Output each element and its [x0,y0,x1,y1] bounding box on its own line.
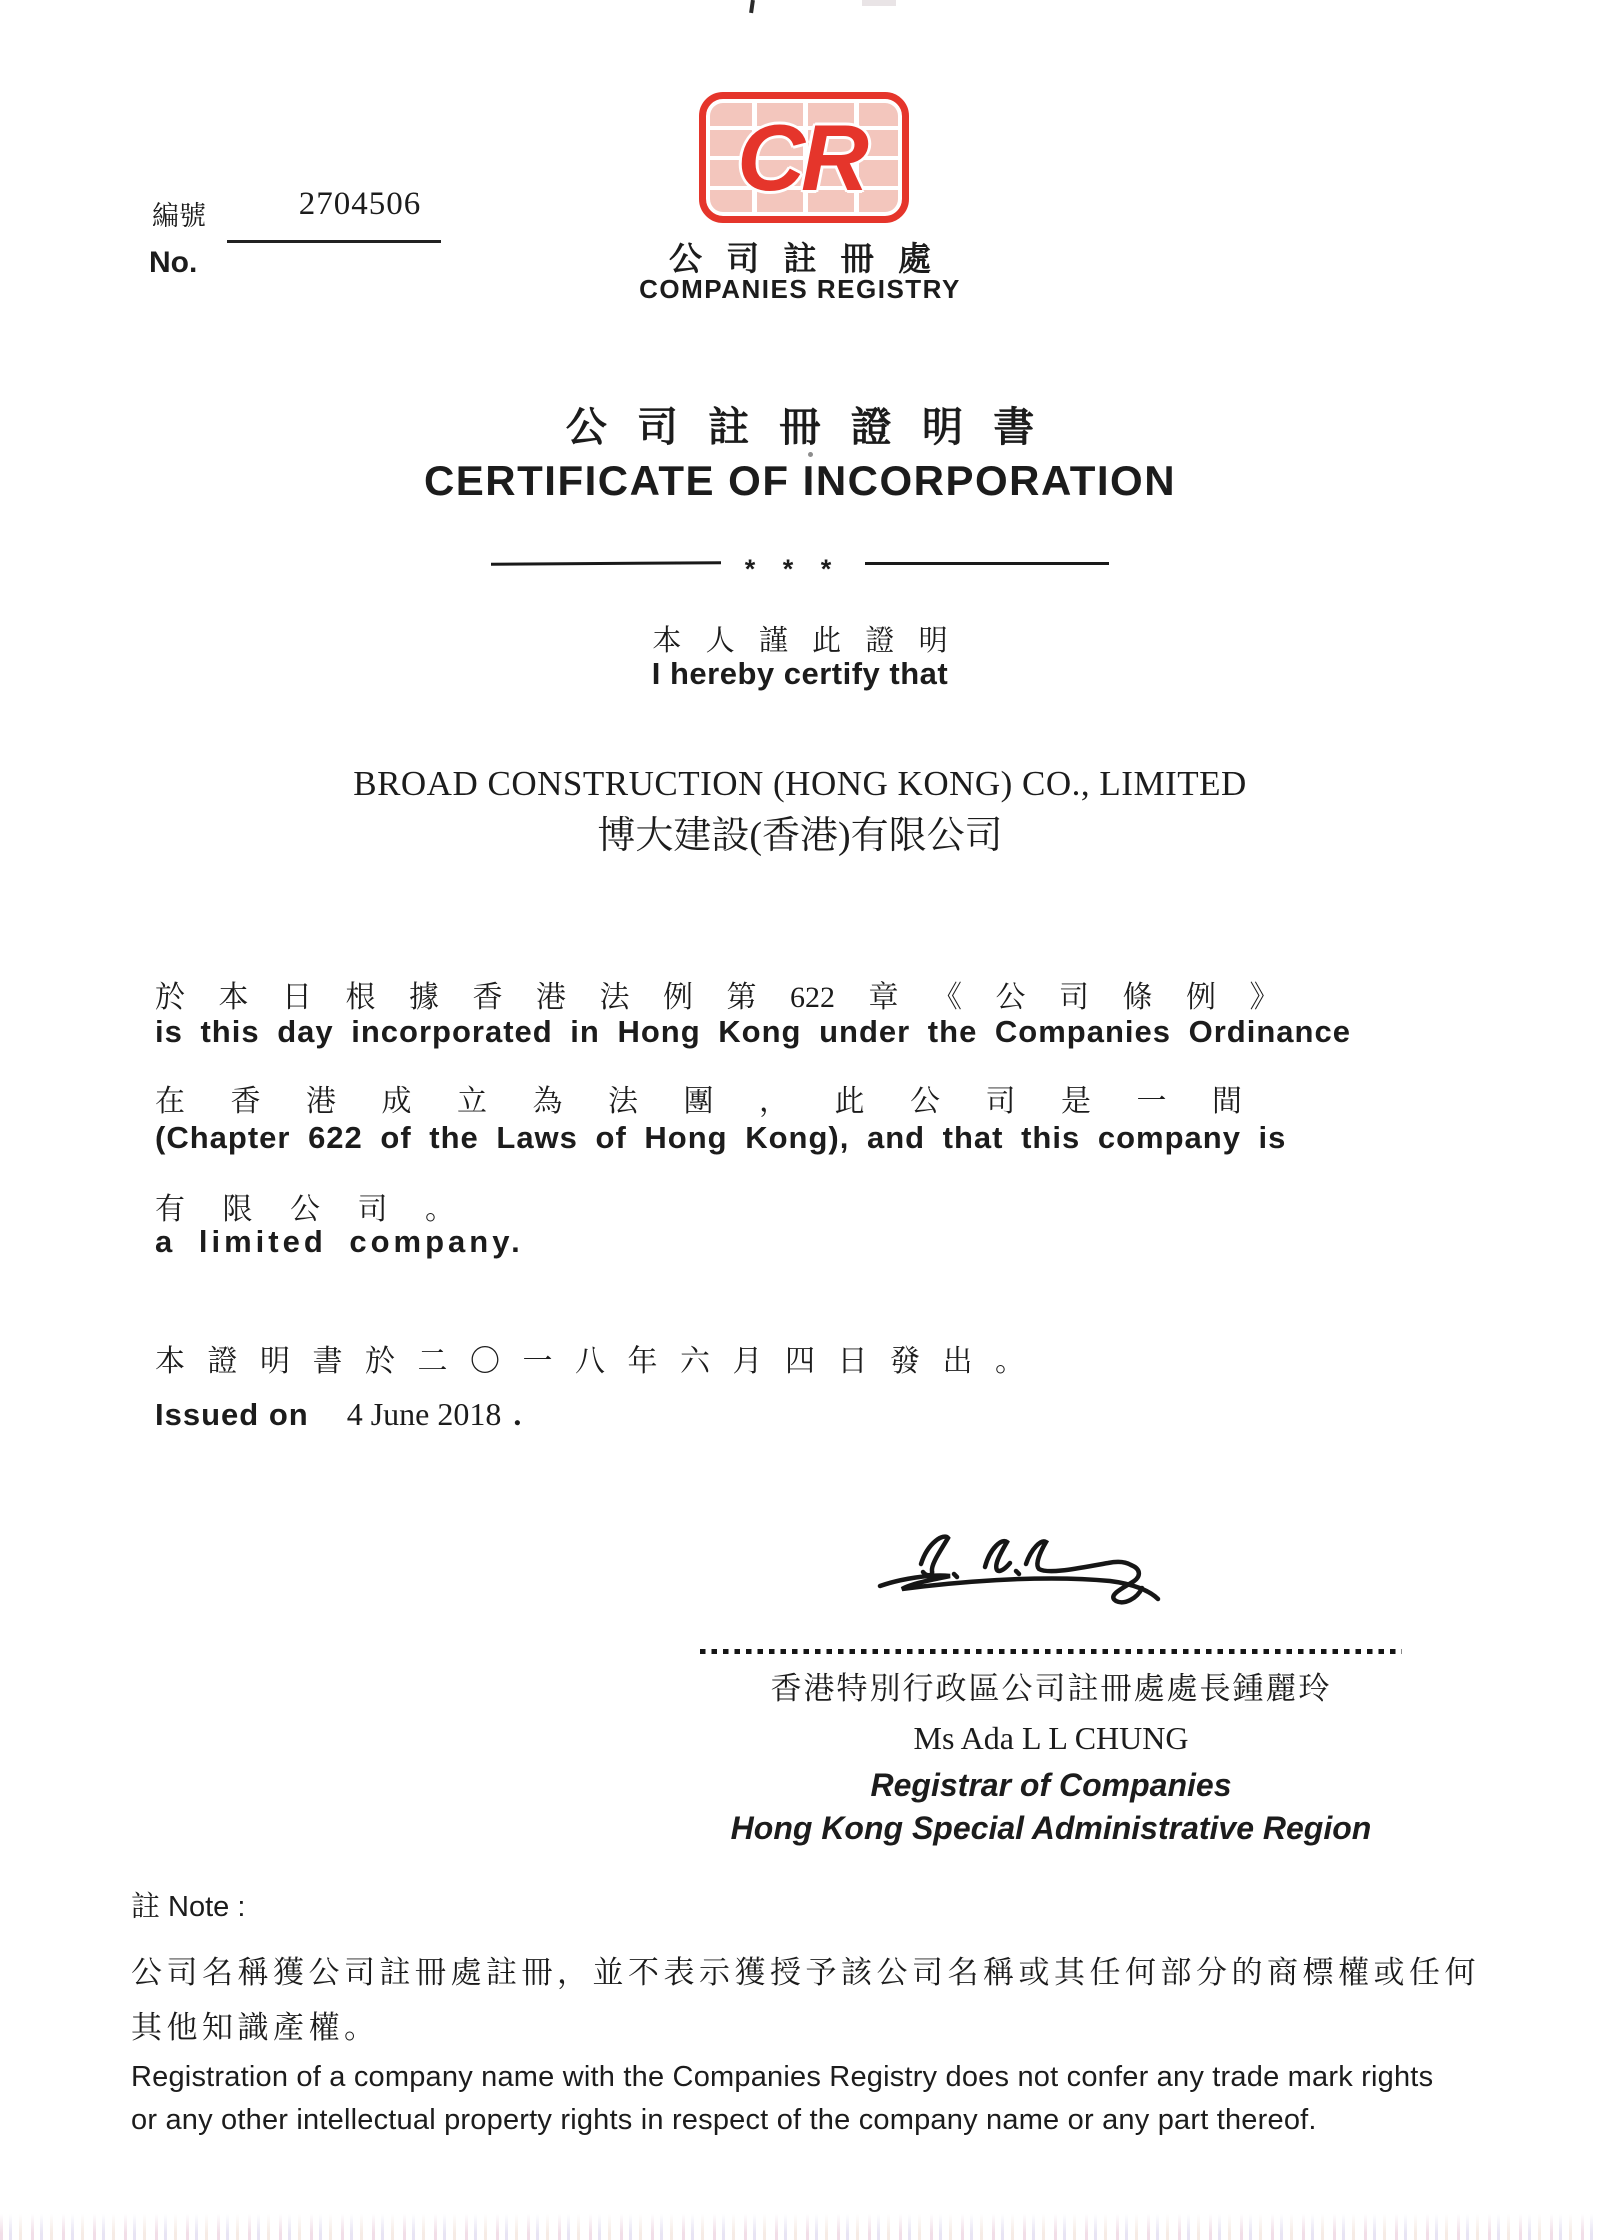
divider-rule-right [865,562,1109,565]
body-line1-cn: 於 本 日 根 據 香 港 法 例 第 622 章 《 公 司 條 例 》 [155,981,1280,1014]
certificate-title-cn: 公 司 註 冊 證 明 書 [565,404,1035,450]
body-line2-cn: 在 香 港 成 立 為 法 團 ， 此 公 司 是 一 間 [155,1085,1242,1118]
note-section [131,1884,1491,2137]
note-label: 註 Note : [131,1891,246,1923]
registrar-signature [858,1512,1178,1638]
companies-registry-logo [699,92,909,223]
registry-name-cn: 公 司 註 冊 處 [669,242,931,278]
certify-statement-cn: 本 人 謹 此 證 明 [652,625,948,657]
issued-on-label: Issued on [155,1397,309,1432]
ref-number-value: 2704506 [298,186,422,222]
note-text-cn-line2: 其他知識產權。 [131,2010,380,2045]
issued-date: 4 June 2018 [346,1396,502,1432]
certify-statement-en: I hereby certify that [651,656,949,691]
scan-smudge [862,0,896,6]
company-name-en: BROAD CONSTRUCTION (HONG KONG) CO., LIMITED [353,764,1247,803]
scan-noise-band [0,2214,1600,2240]
issued-statement-en [155,1396,521,1433]
registrar-title-line1: Registrar of Companies [870,1767,1232,1803]
note-text-cn-line1: 公司名稱獲公司註冊處註冊，並不表示獲授予該公司名稱或其任何部分的商標權或任何 [131,1955,1480,1990]
scan-speck [749,0,755,13]
body-line1-en: is this day incorporated in Hong Kong under the Companies Ordinance [155,1014,1351,1049]
registrar-title-cn: 香港特別行政區公司註冊處處長鍾麗玲 [770,1671,1332,1706]
note-text-en-line1: Registration of a company name with the Companies Registry does not confer any trade mark rights [131,2061,1434,2093]
issued-date-period: . [513,1396,522,1432]
divider-stars: * * * [744,554,842,584]
ref-number-label-en: No. [149,246,198,279]
registrar-name: Ms Ada L L CHUNG [913,1720,1189,1756]
registry-name-en: COMPANIES REGISTRY [639,274,961,304]
body-line3-cn: 有 限 公 司 。 [155,1193,455,1226]
body-line3-en: a limited company. [155,1224,524,1259]
registrar-block [690,1663,1412,1847]
cr-logo-monogram: CR [737,104,865,210]
certificate-title-en: CERTIFICATE OF INCORPORATION [423,457,1177,504]
note-text-en-line2: or any other intellectual property rights in respect of the company name or any part thereof. [131,2104,1317,2136]
body-line2-en: (Chapter 622 of the Laws of Hong Kong), and that this company is [155,1120,1287,1155]
divider-rule-left [491,561,721,566]
issued-statement-cn: 本 證 明 書 於 二 〇 一 八 年 六 月 四 日 發 出 。 [155,1345,1025,1378]
company-name-cn: 博大建設(香港)有限公司 [597,815,1003,857]
registrar-title-line2: Hong Kong Special Administrative Region [730,1810,1372,1846]
title-divider [0,548,1600,584]
ref-number-label-cn: 編號 [152,201,206,231]
signature-dotted-line [700,1649,1402,1654]
